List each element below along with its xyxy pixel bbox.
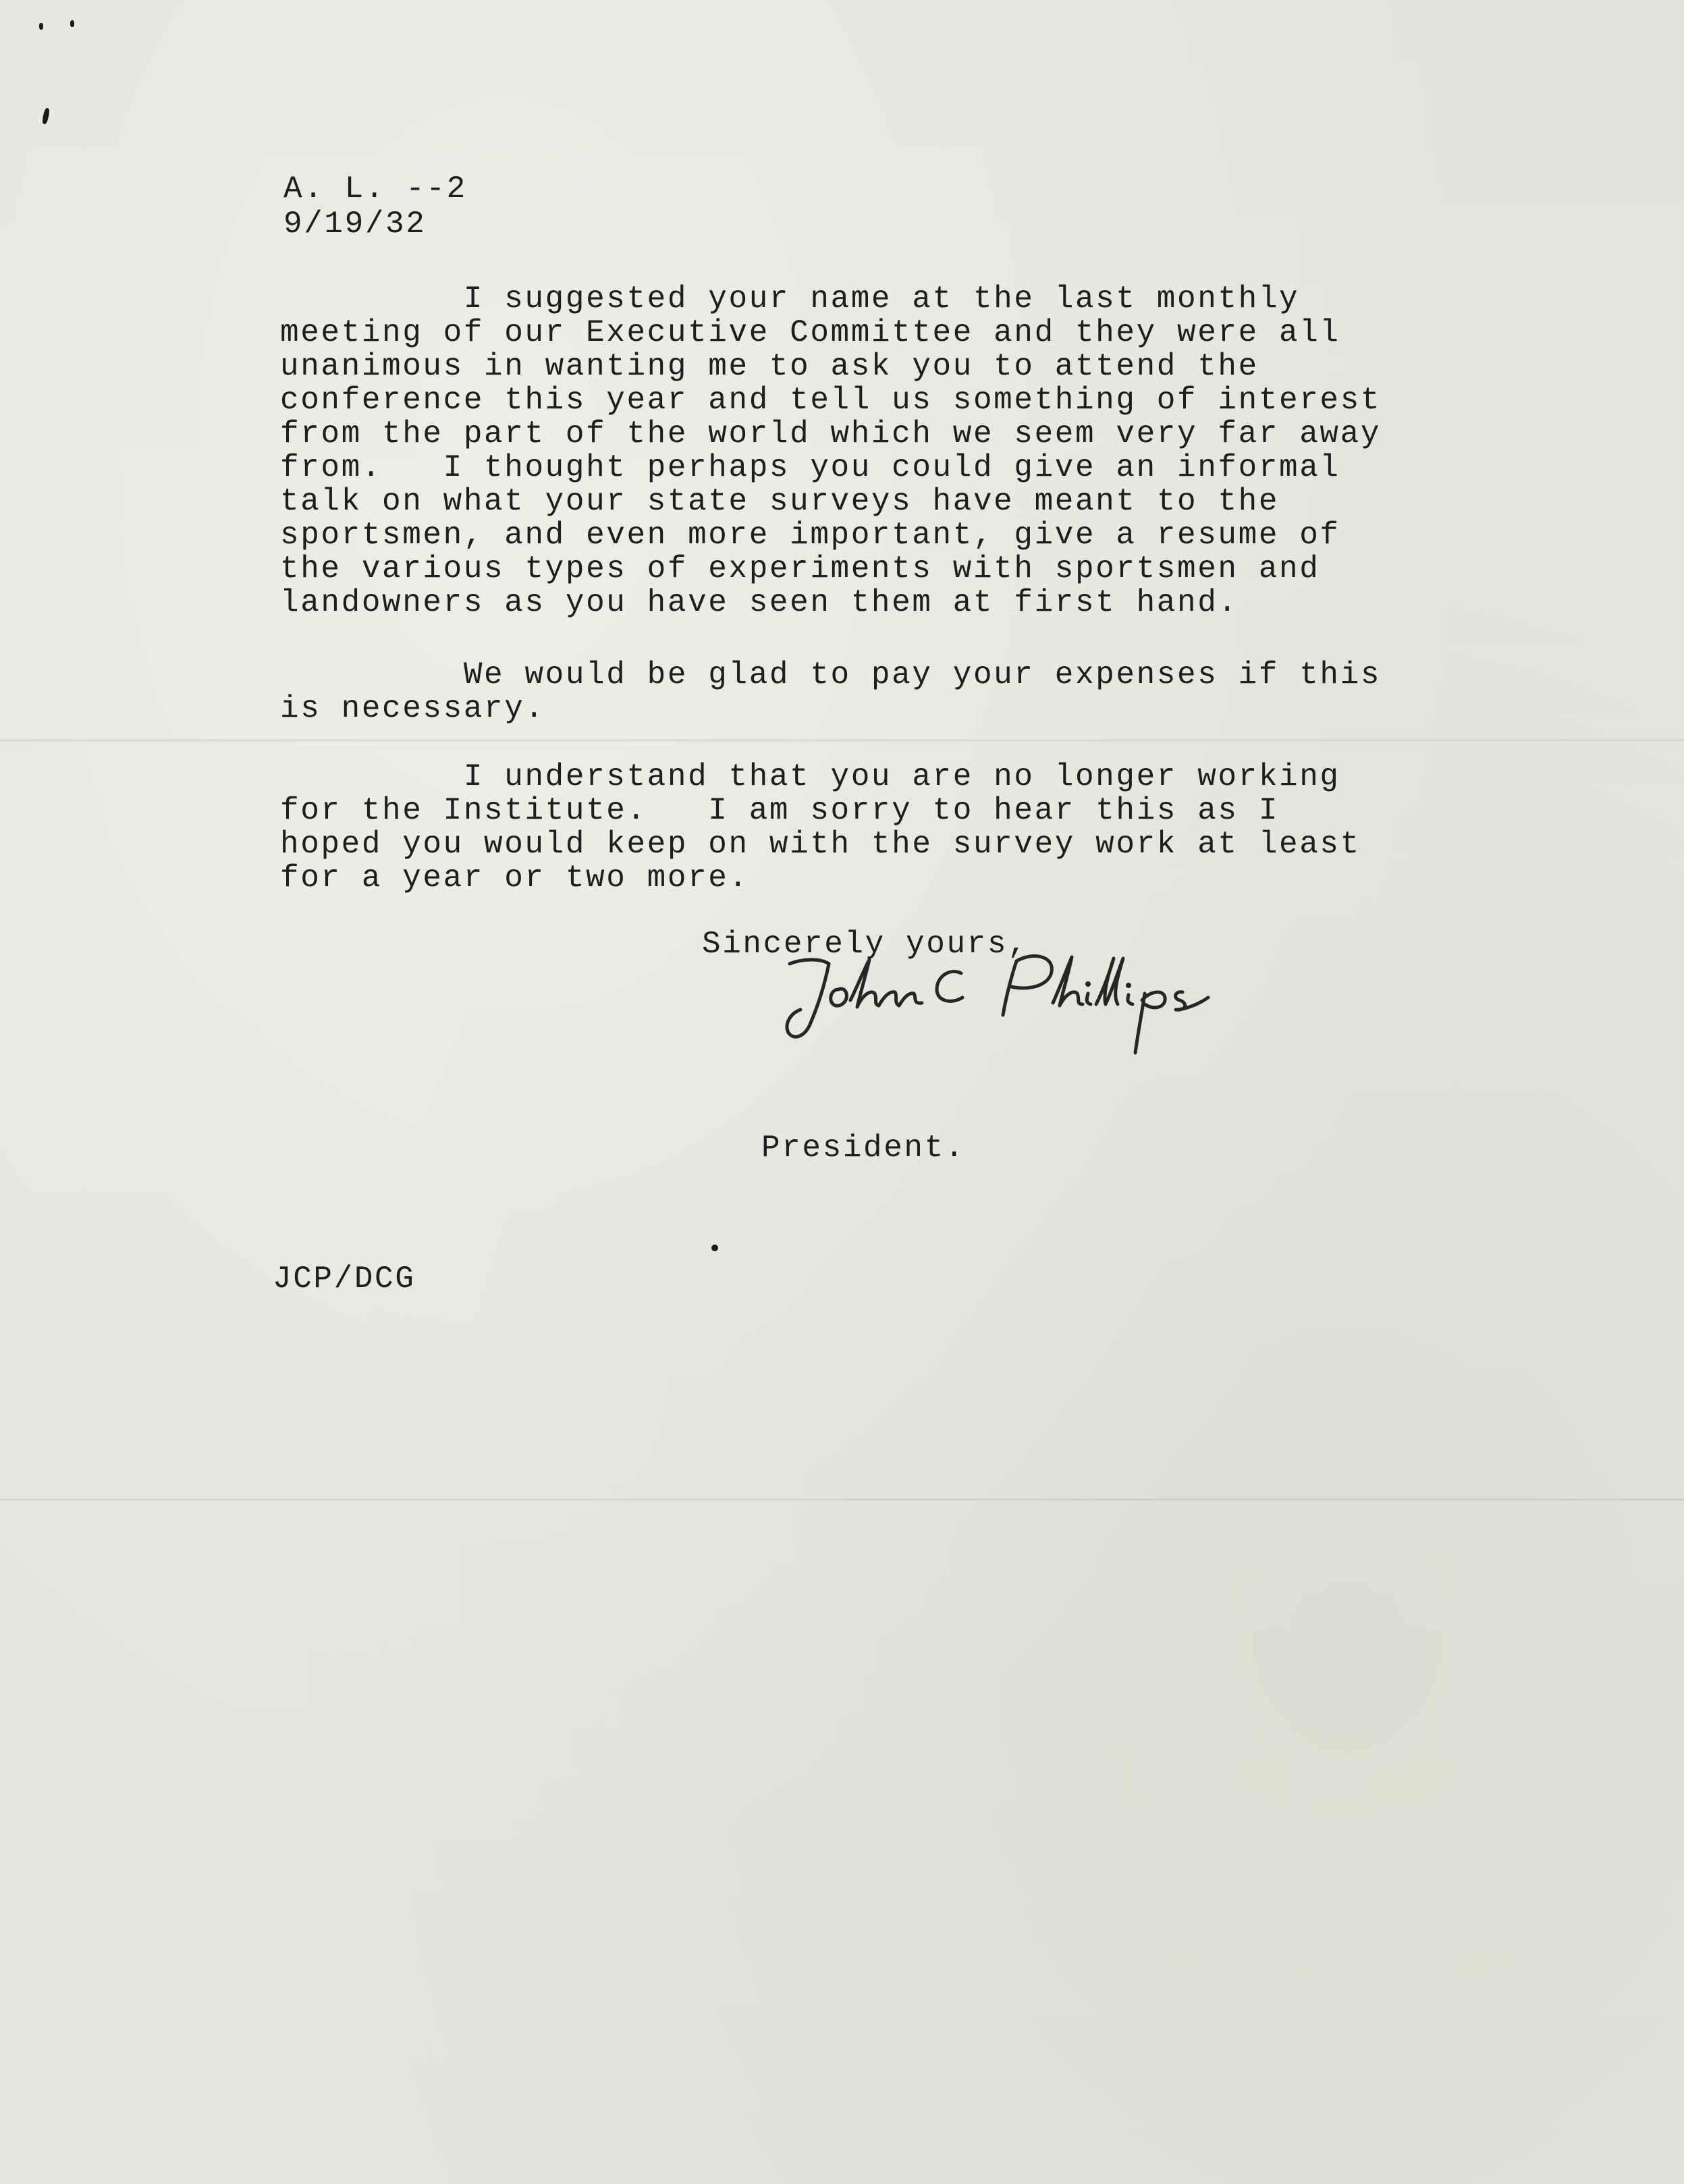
ink-speck: [711, 1245, 718, 1251]
body-line: I suggested your name at the last monthly: [280, 281, 1300, 317]
body-line: for the Institute. I am sorry to hear this as I: [280, 793, 1280, 828]
body-line: unanimous in wanting me to ask you to attend the: [280, 349, 1259, 384]
body-line: conference this year and tell us something of interest: [280, 383, 1382, 418]
body-line: for a year or two more.: [280, 861, 749, 896]
body-line: We would be glad to pay your expenses if this: [280, 657, 1382, 692]
body-paragraph: [280, 760, 1630, 895]
page-reference: A. L. --2: [283, 171, 467, 207]
body-line: meeting of our Executive Committee and they were all: [280, 315, 1340, 350]
ink-speck: [42, 107, 51, 124]
body-line: landowners as you have seen them at first hand.: [280, 585, 1239, 620]
body-line: I understand that you are no longer working: [280, 759, 1340, 794]
ink-speck: [39, 23, 43, 30]
handwritten-signature: [763, 925, 1276, 1060]
body-line: from the part of the world which we seem very far away: [280, 416, 1382, 452]
body-line: the various types of experiments with sportsmen and: [280, 551, 1320, 586]
page-fold-line: [0, 739, 1684, 742]
body-paragraph: [280, 658, 1630, 726]
body-line: hoped you would keep on with the survey work at least: [280, 827, 1361, 862]
reference-initials: JCP/DCG: [273, 1261, 416, 1296]
body-line: from. I thought perhaps you could give an informal: [280, 450, 1340, 485]
body-line: is necessary.: [280, 691, 545, 726]
body-line: talk on what your state surveys have meant to the: [280, 484, 1280, 519]
body-paragraph: [280, 282, 1630, 620]
body-line: sportsmen, and even more important, give a resume of: [280, 518, 1340, 553]
letter-date: 9/19/32: [283, 207, 427, 242]
ink-speck: [70, 20, 74, 27]
page-fold-line: [0, 1498, 1684, 1501]
signer-title: President.: [761, 1130, 966, 1166]
closing-salutation: Sincerely yours,: [702, 927, 1029, 962]
